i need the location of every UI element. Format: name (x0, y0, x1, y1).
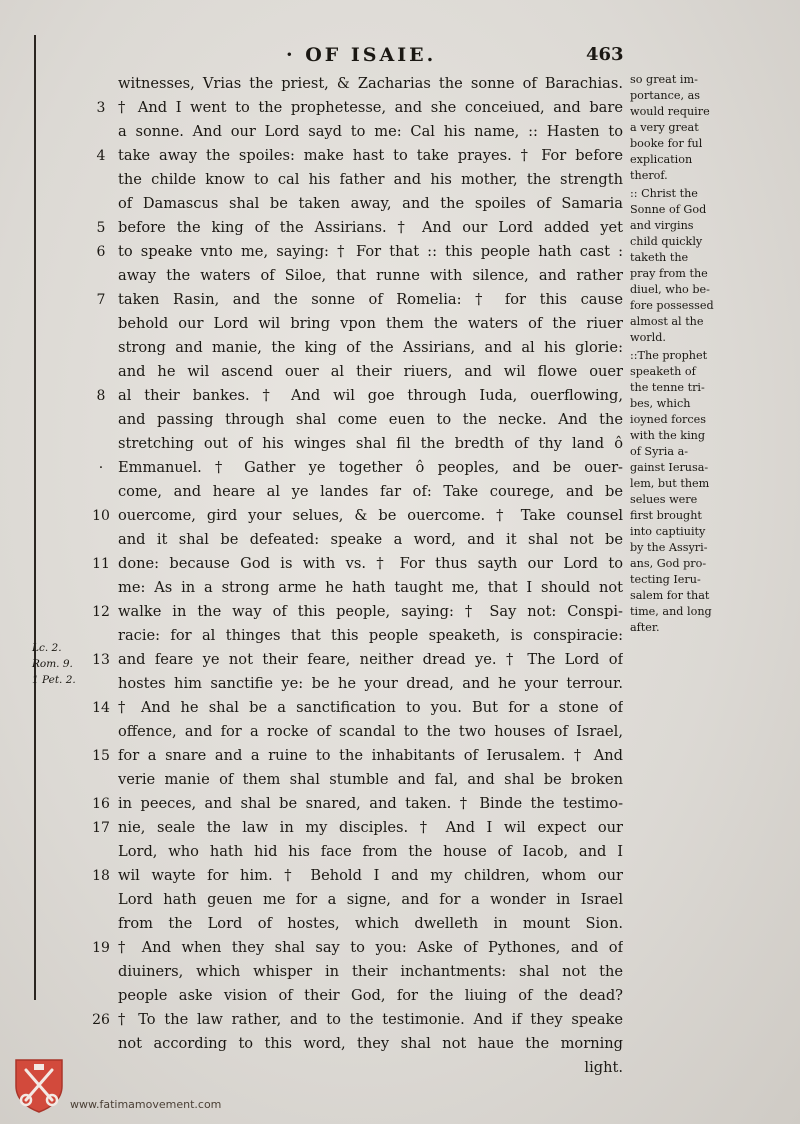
margin-note-line: lem, but them (630, 477, 710, 490)
running-head-title: · OF ISAIE. (286, 44, 437, 66)
verse-number: 15 (92, 748, 110, 764)
text-line: away the waters of Siloe, that runne with silence, and rather (118, 267, 623, 284)
verse-number: 10 (92, 508, 110, 524)
text-line: † To the law rather, and to the testimonie. And if they speake (118, 1011, 623, 1028)
text-line: and feare ye not their feare, neither dread ye. † The Lord of (118, 651, 623, 668)
text-line: ouercome, gird your selues, & be ouercome. † Take counsel (118, 507, 623, 524)
margin-note-line: gainst Ierusa- (630, 461, 709, 474)
page-footer (0, 1050, 800, 1120)
cross-reference: Lc. 2. (32, 642, 62, 654)
margin-note-line: portance, as (630, 89, 701, 102)
verse-number: 14 (92, 700, 110, 716)
margin-note-line: with the king (630, 429, 706, 442)
text-line: a sonne. And our Lord sayd to me: Cal his name, :: Hasten to (118, 123, 623, 140)
text-line: † And I went to the prophetesse, and she conceiued, and bare (118, 99, 623, 116)
gutter-rule (34, 35, 36, 1000)
text-line: stretching out of his winges shal fil the bredth of thy land ô (118, 435, 623, 452)
verse-number: 11 (92, 556, 110, 572)
text-line: strong and manie, the king of the Assirians, and al his glorie: (118, 339, 623, 356)
margin-note-line: ioyned forces (630, 413, 707, 426)
verse-number: 19 (92, 940, 110, 956)
verse-number: 4 (96, 148, 106, 164)
text-line: † And he shal be a sanctification to you. But for a stone of (118, 699, 623, 716)
verse-number: 5 (96, 220, 106, 236)
text-line: † And when they shal say to you: Aske of Pythones, and of (118, 939, 623, 956)
text-line: Emmanuel. † Gather ye together ô peoples, and be ouer- (118, 459, 623, 476)
margin-cross-references (32, 640, 80, 688)
margin-note-line: and virgins (630, 219, 694, 232)
text-line: nie, seale the law in my disciples. † And I wil expect our (118, 819, 623, 836)
margin-note-line: therof. (630, 169, 668, 182)
margin-note-line: child quickly (630, 235, 703, 248)
cross-reference: Rom. 9. (32, 658, 73, 670)
text-line: and he wil ascend ouer al their riuers, and wil flowe ouer (118, 363, 623, 380)
text-line: and passing through shal come euen to the necke. And the (118, 411, 623, 428)
text-line: to speake vnto me, saying: † For that :: this people hath cast : (118, 243, 623, 260)
margin-note-line: selues were (630, 493, 698, 506)
margin-note-line: :: Christ the (630, 187, 698, 200)
text-line: hostes him sanctifie ye: be he your dread, and he your terrour. (118, 675, 623, 692)
text-line: diuiners, which whisper in their inchantments: shal not the (118, 963, 623, 980)
papal-keys-emblem-icon (10, 1056, 68, 1114)
text-line: offence, and for a rocke of scandal to the two houses of Israel, (118, 723, 623, 740)
site-url: www.fatimamovement.com (70, 1098, 222, 1111)
text-line: not according to this word, they shal not haue the morning (118, 1035, 623, 1052)
margin-note-line: tecting Ieru- (630, 573, 701, 586)
margin-note-line: of Syria a- (630, 445, 689, 458)
margin-note-line: Sonne of God (630, 203, 707, 216)
cross-reference: 1 Pet. 2. (32, 674, 76, 686)
margin-note-line: into captiuity (630, 525, 706, 538)
text-line: done: because God is with vs. † For thus sayth our Lord to (118, 555, 623, 572)
verse-number: 12 (92, 604, 110, 620)
text-line: in peeces, and shal be snared, and taken. † Binde the testimo- (118, 795, 623, 812)
verse-number: 16 (92, 796, 110, 812)
margin-note-line: would require (630, 105, 710, 118)
verse-number: 6 (96, 244, 106, 260)
margin-note-line: after. (630, 621, 660, 634)
margin-note-line: diuel, who be- (630, 283, 710, 296)
verse-number: 8 (96, 388, 106, 404)
verse-number: 3 (96, 100, 106, 116)
verse-number: 13 (92, 652, 110, 668)
text-line: for a snare and a ruine to the inhabitants of Ierusalem. † And (118, 747, 623, 764)
text-line: verie manie of them shal stumble and fal, and shal be broken (118, 771, 623, 788)
margin-note-line: so great im- (630, 73, 698, 86)
margin-note-line: explication (630, 153, 693, 166)
verse-number: 7 (96, 292, 106, 308)
margin-note-line: a very great (630, 121, 699, 134)
text-line: take away the spoiles: make hast to take prayes. † For before (118, 147, 623, 164)
verse-number: · (98, 460, 104, 476)
text-line: Lord hath geuen me for a signe, and for a wonder in Israel (118, 891, 623, 908)
text-line: come, and heare al ye landes far of: Take courege, and be (118, 483, 623, 500)
margin-note-line: fore possessed (630, 299, 714, 312)
running-head (0, 44, 800, 70)
margin-note-line: world. (630, 331, 666, 344)
text-line: al their bankes. † And wil goe through Iuda, ouerflowing, (118, 387, 623, 404)
margin-note-line: booke for ful (630, 137, 703, 150)
text-line: people aske vision of their God, for the liuing of the dead? (118, 987, 623, 1004)
margin-note-line: bes, which (630, 397, 691, 410)
text-line: witnesses, Vrias the priest, & Zacharias the sonne of Barachias. (118, 75, 623, 92)
text-line: of Damascus shal be taken away, and the spoiles of Samaria (118, 195, 623, 212)
margin-note-line: the tenne tri- (630, 381, 705, 394)
text-line: from the Lord of hostes, which dwelleth in mount Sion. (118, 915, 623, 932)
margin-note-line: ::The prophet (630, 349, 708, 362)
margin-annotations (630, 72, 742, 636)
text-line: walke in the way of this people, saying: † Say not: Conspi- (118, 603, 623, 620)
text-line: the childe know to cal his father and his mother, the strength (118, 171, 623, 188)
text-line: before the king of the Assirians. † And our Lord added yet (118, 219, 623, 236)
verse-number: 26 (92, 1012, 110, 1028)
page-number: 463 (586, 44, 624, 65)
text-line: taken Rasin, and the sonne of Romelia: † for this cause (118, 291, 623, 308)
text-line: Lord, who hath hid his face from the house of Iacob, and I (118, 843, 623, 860)
margin-note-line: by the Assyri- (630, 541, 708, 554)
margin-note-line: ans, God pro- (630, 557, 707, 570)
text-line: light. (584, 1059, 623, 1076)
margin-note-line: time, and long (630, 605, 712, 618)
text-line: and it shal be defeated: speake a word, and it shal not be (118, 531, 623, 548)
text-line: wil wayte for him. † Behold I and my children, whom our (118, 867, 623, 884)
margin-note-line: salem for that (630, 589, 710, 602)
text-line: racie: for al thinges that this people speaketh, is conspiracie: (118, 627, 623, 644)
margin-note-line: pray from the (630, 267, 708, 280)
verse-number: 17 (92, 820, 110, 836)
margin-note-line: first brought (630, 509, 702, 522)
margin-note-line: taketh the (630, 251, 689, 264)
text-line: me: As in a strong arme he hath taught me, that I should not (118, 579, 623, 596)
margin-note-line: almost al the (630, 315, 704, 328)
verse-number: 18 (92, 868, 110, 884)
margin-note-line: speaketh of (630, 365, 696, 378)
text-line: behold our Lord wil bring vpon them the waters of the riuer (118, 315, 623, 332)
